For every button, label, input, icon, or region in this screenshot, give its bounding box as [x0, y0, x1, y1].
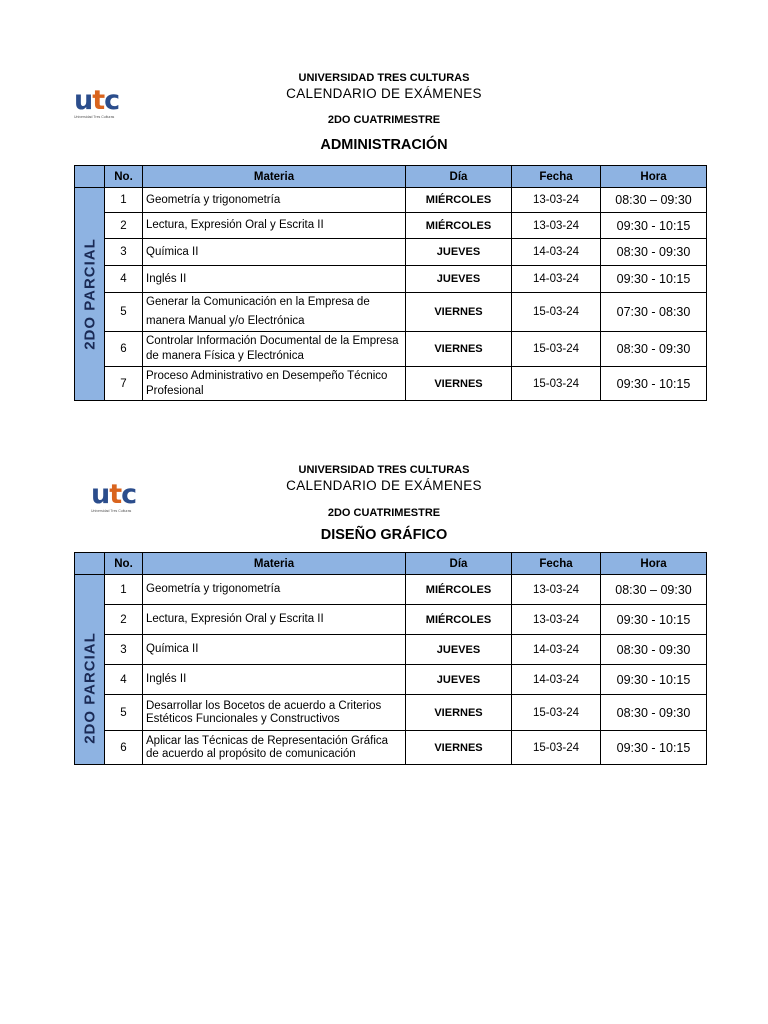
row-materia: Inglés II [143, 665, 406, 695]
row-dia: VIERNES [406, 731, 512, 765]
row-dia: MIÉRCOLES [406, 575, 512, 605]
utc-logo-subtitle: Universidad Tres Culturas [74, 115, 115, 119]
row-dia: VIERNES [406, 695, 512, 731]
header-no: No. [105, 166, 143, 188]
university-name: UNIVERSIDAD TRES CULTURAS [298, 72, 470, 84]
row-fecha: 14-03-24 [512, 635, 601, 665]
row-hora: 09:30 - 10:15 [601, 605, 707, 635]
exam-table [74, 165, 707, 401]
row-dia: VIERNES [406, 293, 512, 332]
calendar-title: CALENDARIO DE EXÁMENES [286, 86, 482, 101]
row-hora: 09:30 - 10:15 [601, 367, 707, 401]
exam-table [74, 552, 707, 765]
carrera-title: DISEÑO GRÁFICO [320, 527, 448, 543]
row-fecha: 15-03-24 [512, 731, 601, 765]
table-header-row [75, 166, 707, 188]
row-no: 3 [105, 635, 143, 665]
row-materia: Desarrollar los Bocetos de acuerdo a Criterios Estéticos Funcionales y Constructivos [143, 695, 406, 731]
row-no: 1 [105, 575, 143, 605]
row-no: 6 [105, 332, 143, 367]
row-hora: 08:30 - 09:30 [601, 635, 707, 665]
row-no: 4 [105, 665, 143, 695]
row-no: 6 [105, 731, 143, 765]
row-fecha: 15-03-24 [512, 332, 601, 367]
row-materia: Geometría y trigonometría [143, 575, 406, 605]
parcial-label-cell [75, 188, 105, 401]
table-row [75, 635, 707, 665]
row-fecha: 13-03-24 [512, 213, 601, 239]
row-hora: 07:30 - 08:30 [601, 293, 707, 332]
row-no: 7 [105, 367, 143, 401]
row-hora: 09:30 - 10:15 [601, 731, 707, 765]
header-materia: Materia [143, 166, 406, 188]
row-materia: Geometría y trigonometría [143, 188, 406, 213]
table-row [75, 575, 707, 605]
row-dia: VIERNES [406, 367, 512, 401]
table-row [75, 239, 707, 266]
row-no: 1 [105, 188, 143, 213]
row-hora: 08:30 – 09:30 [601, 575, 707, 605]
row-dia: MIÉRCOLES [406, 213, 512, 239]
row-fecha: 14-03-24 [512, 266, 601, 293]
row-no: 3 [105, 239, 143, 266]
row-dia: JUEVES [406, 239, 512, 266]
row-fecha: 13-03-24 [512, 605, 601, 635]
cuatrimestre: 2DO CUATRIMESTRE [327, 114, 441, 126]
header-fecha: Fecha [512, 166, 601, 188]
row-fecha: 15-03-24 [512, 367, 601, 401]
row-materia: Química II [143, 239, 406, 266]
table-row [75, 188, 707, 213]
row-fecha: 14-03-24 [512, 665, 601, 695]
utc-logo-mark: utc [74, 85, 120, 116]
row-materia: Lectura, Expresión Oral y Escrita II [143, 213, 406, 239]
row-hora: 08:30 – 09:30 [601, 188, 707, 213]
row-dia: MIÉRCOLES [406, 605, 512, 635]
row-fecha: 15-03-24 [512, 695, 601, 731]
header-blank [75, 166, 105, 188]
row-no: 2 [105, 605, 143, 635]
parcial-label-cell [75, 575, 105, 765]
row-no: 5 [105, 293, 143, 332]
header-no: No. [105, 553, 143, 575]
table-row [75, 665, 707, 695]
row-fecha: 15-03-24 [512, 293, 601, 332]
row-no: 2 [105, 213, 143, 239]
parcial-label: 2DO PARCIAL [81, 632, 98, 745]
row-fecha: 13-03-24 [512, 575, 601, 605]
row-no: 4 [105, 266, 143, 293]
row-materia: Química II [143, 635, 406, 665]
row-dia: JUEVES [406, 665, 512, 695]
row-dia: VIERNES [406, 332, 512, 367]
row-materia: Generar la Comunicación en la Empresa de manera Manual y/o Electrónica [143, 293, 406, 332]
calendar-title: CALENDARIO DE EXÁMENES [286, 478, 482, 493]
header-dia: Día [406, 166, 512, 188]
row-dia: JUEVES [406, 266, 512, 293]
table-row [75, 213, 707, 239]
row-hora: 09:30 - 10:15 [601, 665, 707, 695]
table-row [75, 605, 707, 635]
university-name: UNIVERSIDAD TRES CULTURAS [298, 464, 470, 476]
row-hora: 09:30 - 10:15 [601, 266, 707, 293]
table-row [75, 266, 707, 293]
header-fecha: Fecha [512, 553, 601, 575]
row-dia: JUEVES [406, 635, 512, 665]
header-blank [75, 553, 105, 575]
row-fecha: 14-03-24 [512, 239, 601, 266]
header-dia: Día [406, 553, 512, 575]
row-materia: Proceso Administrativo en Desempeño Técnico Profesional [143, 367, 406, 401]
row-materia: Controlar Información Documental de la Empresa de manera Física y Electrónica [143, 332, 406, 367]
row-hora: 09:30 - 10:15 [601, 213, 707, 239]
row-fecha: 13-03-24 [512, 188, 601, 213]
cuatrimestre: 2DO CUATRIMESTRE [327, 507, 441, 519]
table-row [75, 695, 707, 731]
carrera-title: ADMINISTRACIÓN [320, 137, 448, 153]
header-hora: Hora [601, 553, 707, 575]
row-hora: 08:30 - 09:30 [601, 695, 707, 731]
row-dia: MIÉRCOLES [406, 188, 512, 213]
row-materia: Inglés II [143, 266, 406, 293]
table-row [75, 332, 707, 367]
row-hora: 08:30 - 09:30 [601, 332, 707, 367]
table-row [75, 293, 707, 332]
table-row [75, 367, 707, 401]
row-hora: 08:30 - 09:30 [601, 239, 707, 266]
parcial-label: 2DO PARCIAL [81, 238, 98, 350]
header-materia: Materia [143, 553, 406, 575]
header-hora: Hora [601, 166, 707, 188]
row-materia: Lectura, Expresión Oral y Escrita II [143, 605, 406, 635]
utc-logo-mark: utc [91, 479, 137, 510]
row-materia: Aplicar las Técnicas de Representación Gráfica de acuerdo al propósito de comunicación [143, 731, 406, 765]
row-no: 5 [105, 695, 143, 731]
utc-logo-subtitle: Universidad Tres Culturas [91, 509, 132, 513]
table-row [75, 731, 707, 765]
table-header-row [75, 553, 707, 575]
